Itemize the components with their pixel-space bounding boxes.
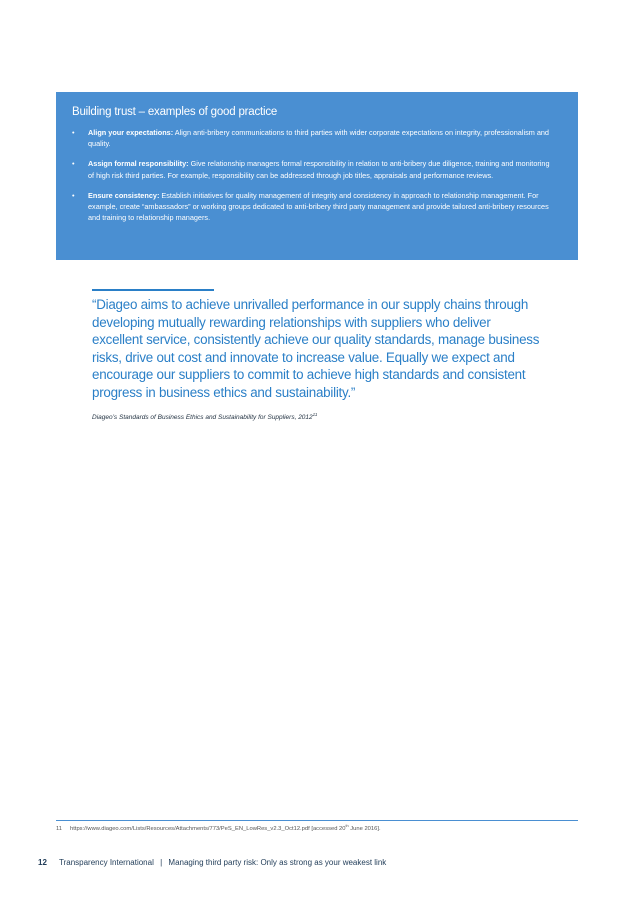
list-item xyxy=(72,127,556,149)
bullet-icon: • xyxy=(72,159,75,169)
page-footer xyxy=(38,858,386,867)
item-lead: Ensure consistency: xyxy=(88,190,160,200)
item-text: Align anti-bribery communications to third parties with wider corporate expectations on integrity, professionalism and quality. xyxy=(88,128,549,149)
footer-separator: | xyxy=(160,858,163,867)
footnote-number: 11 xyxy=(56,825,63,832)
footnote-sup: th xyxy=(345,824,349,828)
quote-source xyxy=(92,412,317,421)
good-practice-box xyxy=(56,92,578,260)
footer-org: Transparency International xyxy=(58,858,154,867)
list-item xyxy=(72,158,556,180)
list-item xyxy=(72,190,556,224)
footnote-text-end: June 2016]. xyxy=(348,825,381,832)
item-text: Give relationship managers formal responsibility in relation to anti-bribery due diligence, training and monitoring of high risk third parties. For example, responsibility can be addressed through job titles, appraisals and performance reviews. xyxy=(88,159,550,180)
quote-source-text: Diageo’s Standards of Business Ethics and Sustainability for Suppliers, 2012 xyxy=(92,414,313,422)
box-title: Building trust – examples of good practice xyxy=(72,106,278,118)
footnote-divider xyxy=(56,820,578,821)
footnote xyxy=(56,824,381,832)
item-lead: Align your expectations: xyxy=(88,128,174,137)
pull-quote: “Diageo aims to achieve unrivalled performance in our supply chains through developing mutually rewarding relationships with suppliers who deliver excellent service, consistently achieve our quality standards, manage business risks, drive out cost and innovate to increase value. Equally we expect and encourage our suppliers to commit to achieve high standards and consistent progress in business ethics and sustainability.” xyxy=(92,297,540,400)
item-text: Establish initiatives for quality management of integrity and consistency in approach to relationship management. For example, create “ambassadors” or working groups dedicated to anti-bribery third party management and provide tailored anti-bribery resources and training to relationship managers. xyxy=(88,190,549,223)
item-lead: Assign formal responsibility: xyxy=(88,159,189,169)
page-number: 12 xyxy=(38,858,47,867)
quote-divider xyxy=(92,289,214,291)
footnote-url: https://www.diageo.com/Lists/Resources/Attachments/773/PeS_EN_LowRes_v2.3_Oct12.pdf [accessed 20 xyxy=(70,825,346,832)
footer-title: Managing third party risk: Only as strong as your weakest link xyxy=(168,858,387,867)
bullet-icon: • xyxy=(72,128,75,137)
bullet-icon: • xyxy=(72,190,75,200)
good-practice-list xyxy=(72,127,556,223)
footnote-ref: 11 xyxy=(312,412,318,417)
